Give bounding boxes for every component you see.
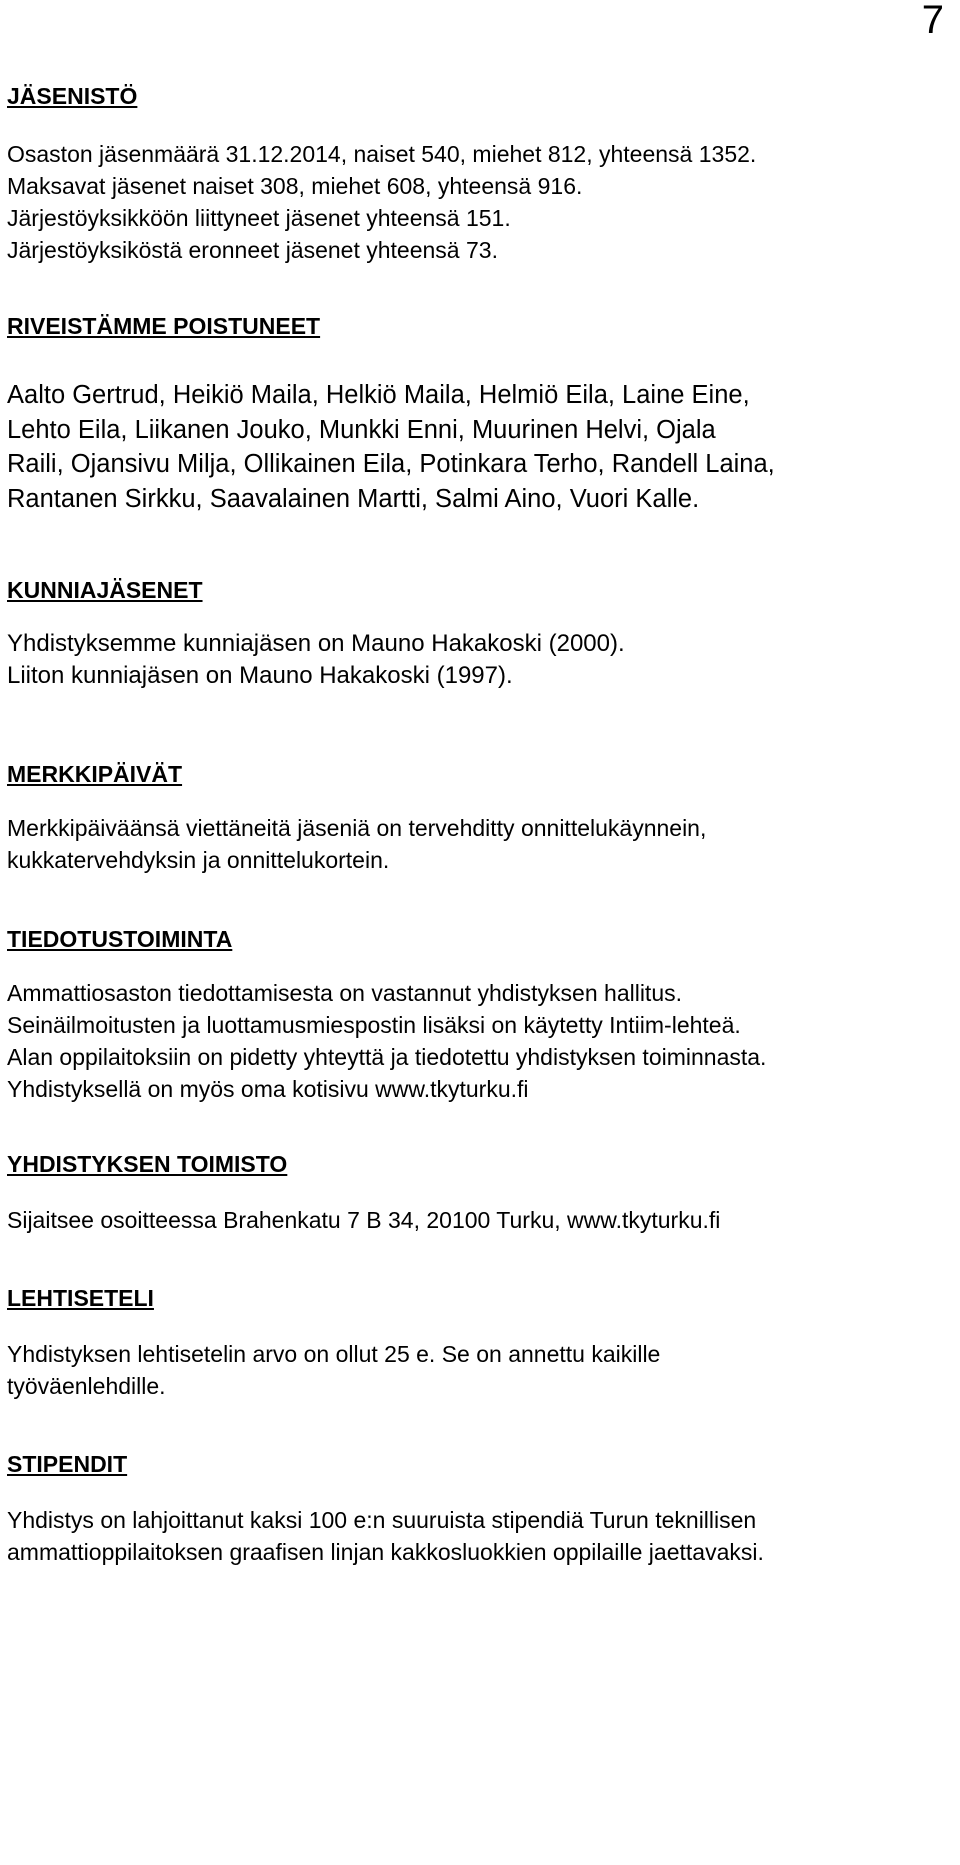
- text-line: Yhdistyksemme kunniajäsen on Mauno Hakakoski (2000).: [7, 630, 625, 657]
- text-line: Yhdistys on lahjoittanut kaksi 100 e:n suuruista stipendiä Turun teknillisen: [7, 1507, 757, 1533]
- text-line: Maksavat jäsenet naiset 308, miehet 608, yhteensä 916.: [7, 173, 583, 199]
- text-line: Seinäilmoitusten ja luottamusmiespostin lisäksi on käytetty Intiim-lehteä.: [7, 1012, 741, 1038]
- section-jasenisto: [7, 82, 957, 266]
- text-line: Lehto Eila, Liikanen Jouko, Munkki Enni, Muurinen Helvi, Ojala: [7, 415, 716, 444]
- text-line: Raili, Ojansivu Milja, Ollikainen Eila, Potinkara Terho, Randell Laina,: [7, 450, 775, 478]
- section-heading-lehtiseteli: LEHTISETELI: [7, 1285, 154, 1311]
- text-line: ammattioppilaitoksen graafisen linjan kakkosluokkien oppilaille jaettavaksi.: [7, 1539, 764, 1565]
- text-line: Aalto Gertrud, Heikiö Maila, Helkiö Maila, Helmiö Eila, Laine Eine,: [7, 381, 750, 409]
- text-line: Osaston jäsenmäärä 31.12.2014, naiset 540, miehet 812, yhteensä 1352.: [7, 141, 757, 167]
- text-line: työväenlehdille.: [7, 1373, 166, 1399]
- section-tiedotus: [7, 925, 957, 1105]
- text-line: Rantanen Sirkku, Saavalainen Martti, Salmi Aino, Vuori Kalle.: [7, 484, 700, 513]
- text-line: Järjestöyksikköön liittyneet jäsenet yhteensä 151.: [7, 205, 511, 231]
- section-poistuneet: [7, 312, 957, 516]
- text-line: Ammattiosaston tiedottamisesta on vastannut yhdistyksen hallitus.: [7, 980, 683, 1006]
- text-line: Järjestöyksiköstä eronneet jäsenet yhteensä 73.: [7, 237, 498, 263]
- section-heading-toimisto: YHDISTYKSEN TOIMISTO: [7, 1151, 288, 1177]
- section-kunniajasenet: [7, 576, 957, 692]
- section-heading-jasenisto: JÄSENISTÖ: [7, 83, 138, 109]
- section-merkkipaivat: [7, 760, 957, 876]
- text-line: Liiton kunniajäsen on Mauno Hakakoski (1997).: [7, 662, 513, 689]
- section-heading-merkkipaivat: MERKKIPÄIVÄT: [7, 761, 183, 787]
- text-line: Sijaitsee osoitteessa Brahenkatu 7 B 34, 20100 Turku, www.tkyturku.fi: [7, 1207, 721, 1233]
- section-lehtiseteli: [7, 1284, 957, 1402]
- section-heading-tiedotus: TIEDOTUSTOIMINTA: [7, 926, 233, 952]
- text-line: Merkkipäiväänsä viettäneitä jäseniä on tervehditty onnittelukäynnein,: [7, 815, 707, 841]
- section-heading-stipendit: STIPENDIT: [7, 1451, 128, 1477]
- text-line: Alan oppilaitoksiin on pidetty yhteyttä ja tiedotettu yhdistyksen toiminnasta.: [7, 1044, 767, 1070]
- text-line: Yhdistyksellä on myös oma kotisivu www.tkyturku.fi: [7, 1076, 529, 1102]
- text-line: kukkatervehdyksin ja onnittelukortein.: [7, 847, 390, 873]
- text-line: Yhdistyksen lehtisetelin arvo on ollut 25 e. Se on annettu kaikille: [7, 1341, 661, 1367]
- section-heading-kunniajasenet: KUNNIAJÄSENET: [7, 577, 203, 603]
- section-stipendit: [7, 1450, 957, 1568]
- section-toimisto: [7, 1150, 957, 1236]
- section-heading-poistuneet: RIVEISTÄMME POISTUNEET: [7, 313, 321, 339]
- page-number: 7: [921, 0, 944, 42]
